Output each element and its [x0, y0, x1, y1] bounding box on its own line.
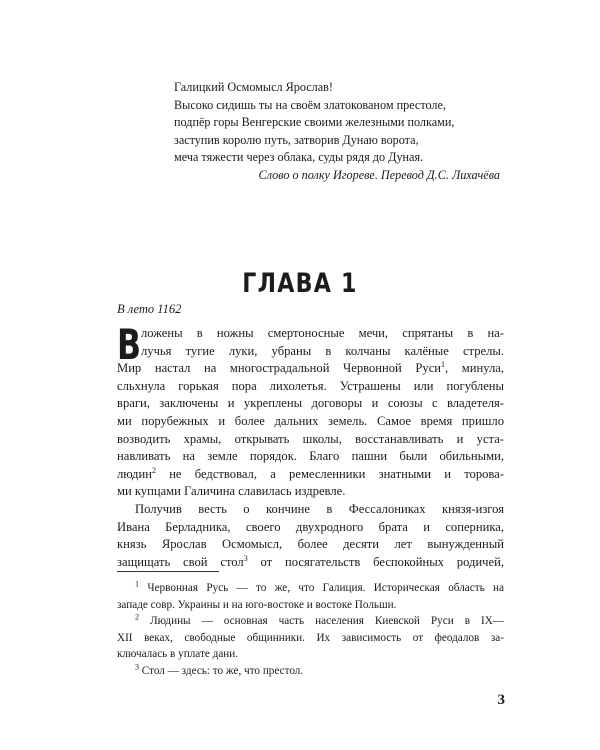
- text-line: Ивана Берладника, своего двухродного брата и соперника,: [117, 519, 504, 534]
- text-line: князь Ярослав Осмомысл, более десяти лет вынужденный: [117, 537, 504, 552]
- epigraph-line: меча тяжести через облака, суды рядя до Дуная.: [174, 150, 424, 165]
- epigraph-source: Слово о полку Игореве. Перевод Д.С. Лихачёва: [258, 167, 500, 182]
- footnotes: [117, 580, 504, 679]
- footnote-2-cont: XII веках, свободные общинники. Их зависимость от феодалов за-: [117, 631, 504, 644]
- paragraph-2: [117, 501, 504, 571]
- text-fragment: , минула,: [445, 361, 504, 376]
- epigraph-line: Галицкий Осмомысл Ярослав!: [174, 80, 333, 94]
- text-line: навливать на земле порядок. Благо пашни были обильными,: [117, 449, 504, 464]
- footnote-2: [117, 613, 504, 630]
- footnote-number: 3: [135, 661, 139, 671]
- footnote-1-cont: западе совр. Украины и на юго-востоке и востоке Польши.: [117, 598, 397, 611]
- text-fragment: от посягательств беспокойных родичей,: [247, 554, 504, 569]
- text-line: сльхнула горькая пора лихолетья. Устрашены или погублены: [117, 378, 504, 393]
- footnote-text: Стол — здесь: то же, что престол.: [139, 664, 304, 677]
- text-line: [117, 554, 504, 572]
- text-fragment: людин: [117, 466, 152, 481]
- text-line: враги, заключены и укреплены договоры и союзы с владетеля-: [117, 396, 504, 411]
- chapter-title: ГЛАВА 1: [242, 268, 358, 299]
- drop-cap: В: [117, 320, 142, 369]
- footnote-3: [117, 663, 504, 680]
- footnote-text: Людины — основная часть населения Киевской Руси в IX—: [139, 615, 504, 627]
- footnote-1: [117, 580, 504, 597]
- epigraph-line: Высоко сидишь ты на своём златокованом престоле,: [174, 97, 446, 112]
- text-line: ложены в ножны смертоносные мечи, спрятаны в на-: [141, 326, 504, 340]
- footnote-ref-2[interactable]: 2: [151, 465, 156, 475]
- epigraph: [174, 79, 504, 185]
- paragraph-1: [117, 320, 504, 501]
- text-line: возводить храмы, открывать школы, восстанавливать и уста-: [117, 431, 504, 446]
- epigraph-line: подпёр горы Венгерские своими железными полками,: [174, 115, 455, 130]
- text-line: [117, 466, 504, 484]
- footnote-divider: [117, 571, 219, 572]
- text-fragment: Мир настал на многострадальной Червонной Руси: [117, 361, 442, 376]
- footnote-ref-1[interactable]: 1: [441, 360, 446, 369]
- text-line: [117, 360, 504, 378]
- epigraph-line: заступив королю путь, затворив Дунаю ворота,: [174, 132, 419, 147]
- footnote-text: Червонная Русь — то же, что Галиция. Историческая область на: [139, 582, 504, 594]
- text-fragment: защищать свой стол: [117, 554, 244, 569]
- text-line: ми порубежных и более дальних земель. Самое время пришло: [117, 413, 504, 428]
- text-fragment: не бедствовал, а ремесленники знатными и торова-: [155, 466, 504, 481]
- footnote-number: 2: [135, 612, 139, 622]
- page-number: 3: [497, 692, 505, 708]
- text-line: лучья тугие луки, убраны в колчаны калёные стрелы.: [141, 343, 504, 358]
- text-line: ми купцами Галичина славилась издревле.: [117, 484, 346, 499]
- chapter-date: В лето 1162: [117, 302, 182, 316]
- text-line: Получив весть о кончине в Фессалониках князя-изгоя: [135, 501, 504, 516]
- footnote-number: 1: [135, 579, 139, 589]
- footnote-ref-3[interactable]: 3: [243, 553, 248, 563]
- main-text: [117, 320, 504, 571]
- footnote-2-cont: ключалась в уплате дани.: [117, 648, 239, 660]
